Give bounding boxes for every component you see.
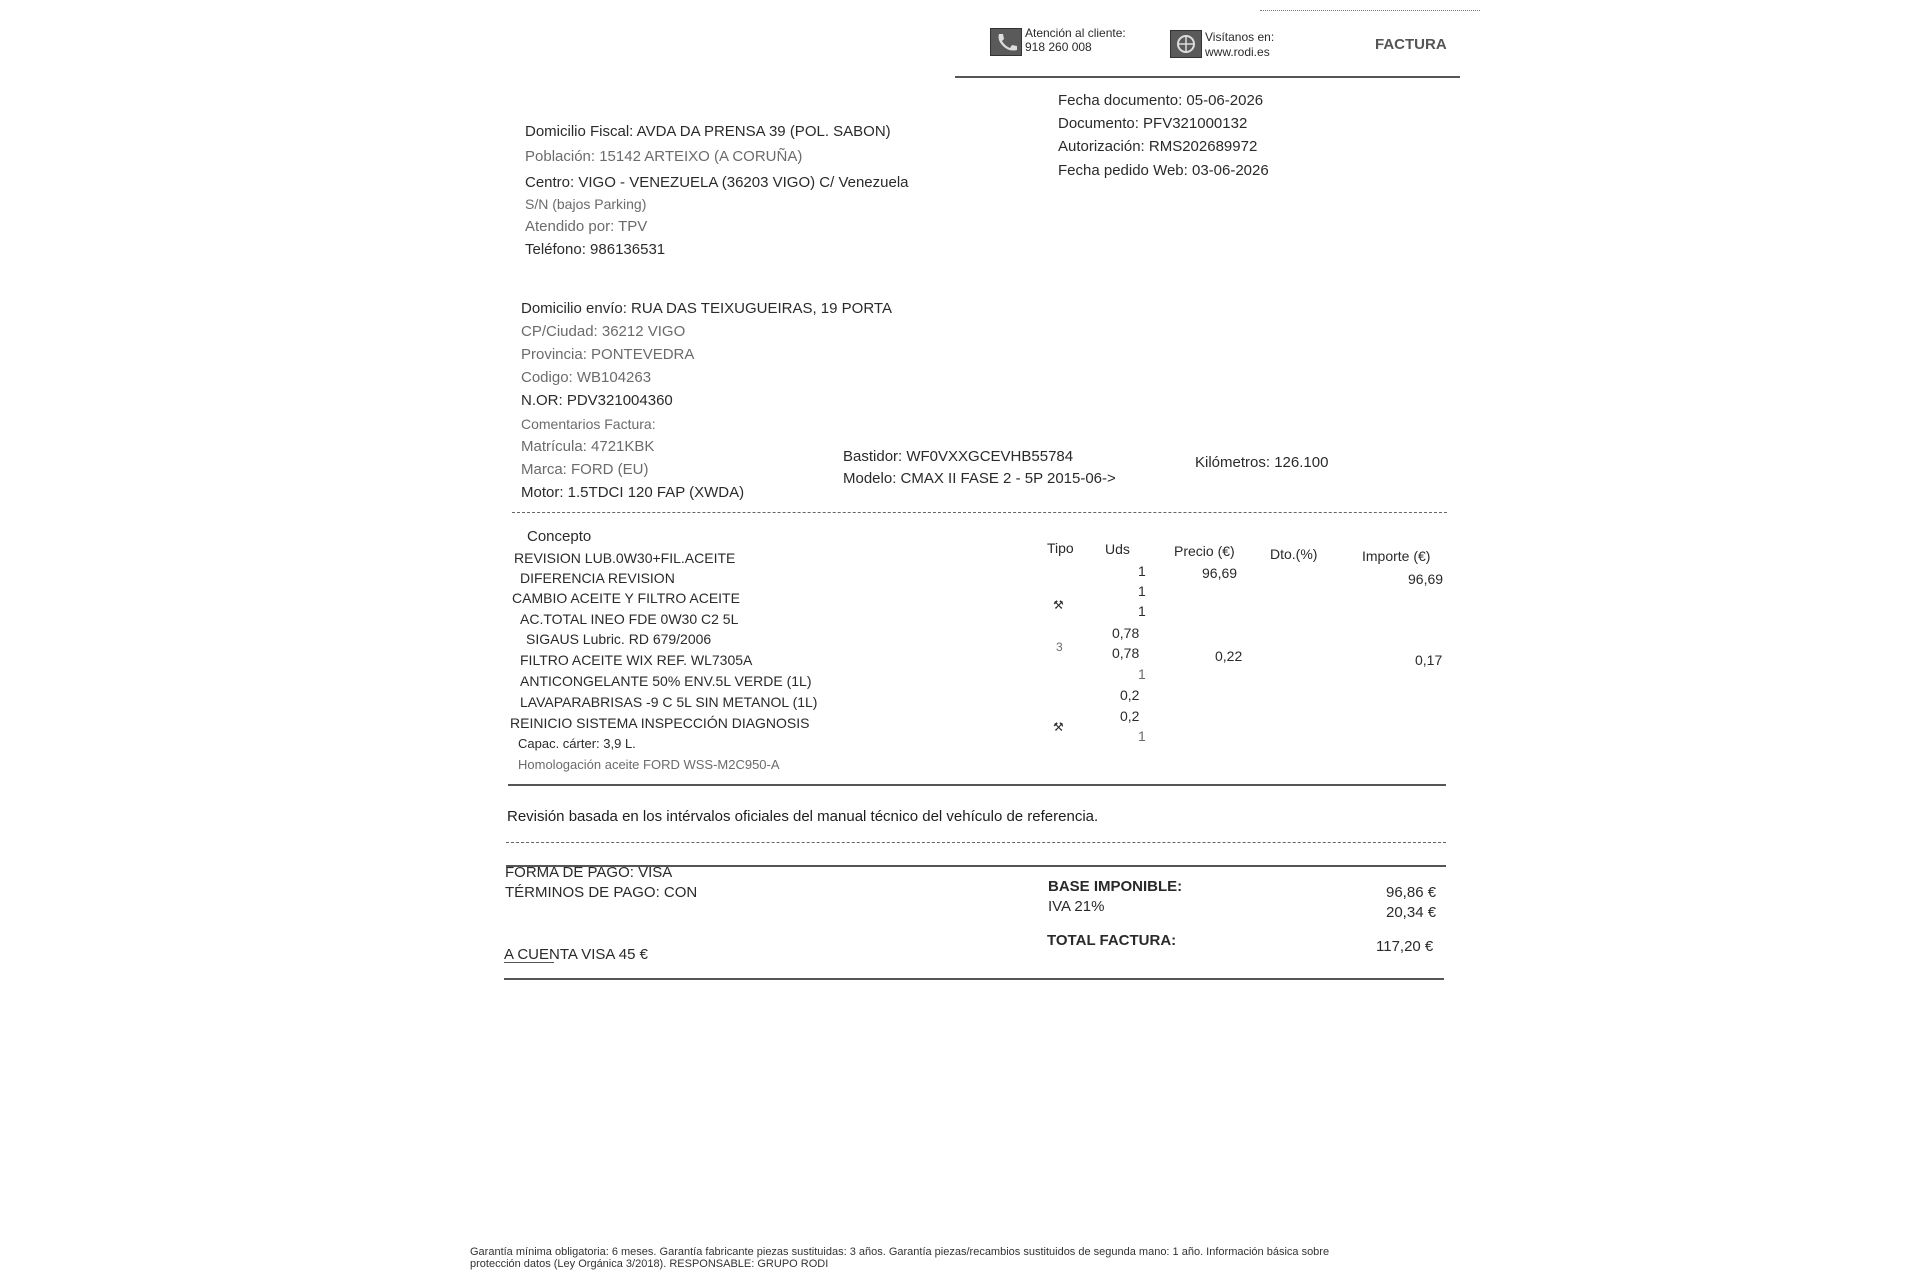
forma-pago: FORMA DE PAGO: VISA (505, 864, 673, 881)
wrench-icon: ⚒ (1053, 720, 1064, 734)
page-bottom-rule (504, 978, 1444, 980)
footer-line-1: Garantía mínima obligatoria: 6 meses. Garantía fabricante piezas sustituidas: 3 años. Garantía piezas/recambios sustituidos de segunda mano: 1 año. Información básica sobre (470, 1246, 1330, 1258)
wrench-icon: ⚒ (1053, 598, 1064, 612)
row-1-uds: 1 (1138, 563, 1146, 579)
vehicle-kilometros: Kilómetros: 126.100 (1195, 454, 1329, 471)
customer-codigo: Codigo: WB104263 (521, 369, 652, 386)
customer-nor: N.OR: PDV321004360 (521, 392, 673, 409)
row-5-importe: 0,17 (1415, 652, 1443, 668)
web-icon (1170, 30, 1202, 58)
fecha-documento: Fecha documento: 05-06-2026 (1058, 92, 1264, 109)
vehicle-rule (512, 512, 1447, 513)
row-1-precio: 96,69 (1202, 565, 1238, 581)
row-9-uds: 1 (1138, 728, 1146, 744)
total-factura-value: 117,20 € (1376, 938, 1434, 955)
row-8-uds: 0,2 (1120, 708, 1140, 724)
doc-type-title: FACTURA (1375, 36, 1447, 53)
customer-domicilio: Domicilio envío: RUA DAS TEIXUGUEIRAS, 19 PORTA (521, 300, 892, 317)
vehicle-modelo: Modelo: CMAX II FASE 2 - 5P 2015-06-> (843, 470, 1116, 487)
table-bottom-rule (508, 784, 1446, 786)
row-6-uds: 1 (1138, 666, 1146, 682)
customer-comentarios: Comentarios Factura: (521, 416, 656, 432)
note-rule (506, 842, 1446, 843)
issuer-atendido: Atendido por: TPV (525, 218, 648, 235)
row-7-uds: 0,2 (1120, 687, 1140, 703)
a-cuenta: A CUENTA VISA 45 € (504, 946, 648, 963)
issuer-centro: Centro: VIGO - VENEZUELA (36203 VIGO) C/ Venezuela (525, 174, 909, 191)
col-header-tipo: Tipo (1047, 540, 1074, 556)
row-5-tipo: 3 (1056, 640, 1063, 654)
vehicle-motor: Motor: 1.5TDCI 120 FAP (XWDA) (521, 484, 745, 501)
total-factura-label: TOTAL FACTURA: (1047, 932, 1177, 949)
row-4-uds: 0,78 (1112, 625, 1140, 641)
row-2-uds: 1 (1138, 583, 1146, 599)
col-header-dto: Dto.(%) (1270, 546, 1318, 562)
row-3-uds: 1 (1138, 603, 1146, 619)
col-header-importe: Importe (€) (1362, 548, 1431, 564)
revision-note: Revisión basada en los intérvalos oficiales del manual técnico del vehículo de referencia. (507, 808, 1099, 825)
iva-label: IVA 21% (1048, 898, 1105, 915)
vehicle-bastidor: Bastidor: WF0VXXGCEVHB55784 (843, 448, 1074, 465)
documento-number: Documento: PFV321000132 (1058, 115, 1248, 132)
row-1-concepto: DIFERENCIA REVISION (520, 570, 675, 586)
issuer-centro-2: S/N (bajos Parking) (525, 196, 647, 212)
customer-provincia: Provincia: PONTEVEDRA (521, 346, 695, 363)
vehicle-matricula: Matrícula: 4721KBK (521, 438, 655, 455)
row-8-concepto: REINICIO SISTEMA INSPECCIÓN DIAGNOSIS (510, 715, 810, 731)
web-url: www.rodi.es (1205, 45, 1270, 59)
base-imponible-label: BASE IMPONIBLE: (1048, 878, 1183, 895)
phone-label: Atención al cliente: (1025, 26, 1126, 40)
phone-number: 918 260 008 (1025, 40, 1092, 54)
totals-bottom-rule (504, 962, 554, 963)
row-5-precio: 0,22 (1215, 648, 1243, 664)
col-header-precio: Precio (€) (1174, 543, 1235, 559)
issuer-poblacion: Población: 15142 ARTEIXO (A CORUÑA) (525, 148, 803, 165)
row-4-concepto: SIGAUS Lubric. RD 679/2006 (526, 631, 712, 647)
row-7-concepto: LAVAPARABRISAS -9 C 5L SIN METANOL (1L) (520, 694, 818, 710)
row-0-concepto: REVISION LUB.0W30+FIL.ACEITE (514, 550, 736, 566)
row-1-importe: 96,69 (1408, 571, 1444, 587)
row-2-concepto: CAMBIO ACEITE Y FILTRO ACEITE (512, 590, 740, 606)
row-9-concepto: Capac. cárter: 3,9 L. (518, 736, 636, 751)
vehicle-marca: Marca: FORD (EU) (521, 461, 649, 478)
customer-cp: CP/Ciudad: 36212 VIGO (521, 323, 686, 340)
terminos-pago: TÉRMINOS DE PAGO: CON (505, 884, 698, 901)
col-header-uds: Uds (1105, 541, 1130, 557)
header-rule (955, 76, 1460, 78)
row-5-concepto: FILTRO ACEITE WIX REF. WL7305A (520, 652, 753, 668)
web-label: Visítanos en: (1205, 30, 1275, 44)
issuer-telefono: Teléfono: 986136531 (525, 241, 666, 258)
autorizacion: Autorización: RMS202689972 (1058, 138, 1258, 155)
issuer-domicilio: Domicilio Fiscal: AVDA DA PRENSA 39 (POL. SABON) (525, 123, 891, 140)
col-header-concepto: Concepto (527, 528, 592, 545)
iva-value: 20,34 € (1386, 904, 1437, 921)
row-3-concepto: AC.TOTAL INEO FDE 0W30 C2 5L (520, 611, 739, 627)
base-imponible-value: 96,86 € (1386, 884, 1437, 901)
row-10-concepto: Homologación aceite FORD WSS-M2C950-A (518, 757, 780, 772)
fecha-pedido: Fecha pedido Web: 03-06-2026 (1058, 162, 1269, 179)
row-6-concepto: ANTICONGELANTE 50% ENV.5L VERDE (1L) (520, 673, 812, 689)
top-rule (1260, 10, 1480, 11)
phone-icon (990, 28, 1022, 56)
row-5-uds: 0,78 (1112, 645, 1140, 661)
footer-line-2: protección datos (Ley Orgánica 3/2018). RESPONSABLE: GRUPO RODI (470, 1258, 829, 1270)
